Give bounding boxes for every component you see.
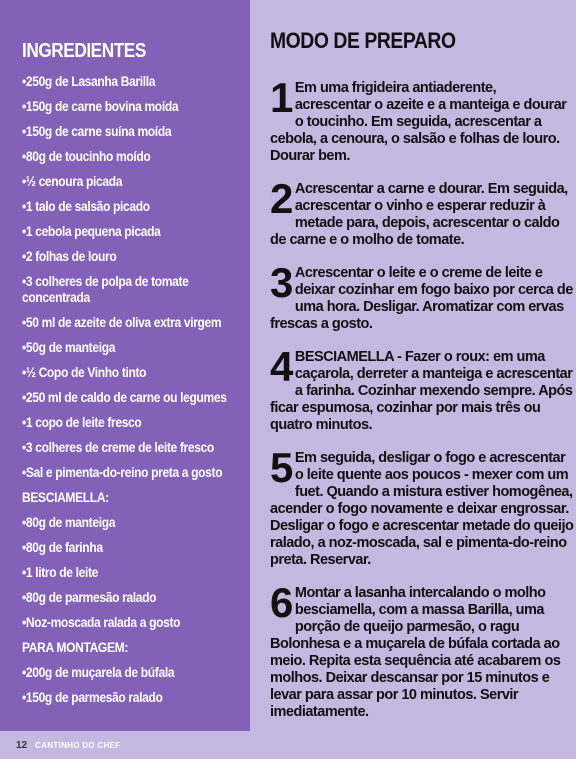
ingredient-item: •250 ml de caldo de carne ou legumes: [22, 389, 227, 405]
ingredient-item: •250g de Lasanha Barilla: [22, 73, 156, 89]
footer-section-title: CANTINHO DO CHEF: [35, 740, 121, 750]
steps-list: [270, 74, 574, 721]
step-number: 2: [270, 175, 293, 222]
step-number: 4: [270, 343, 293, 390]
ingredient-item: •1 talo de salsão picado: [22, 198, 150, 214]
ingredient-item: •1 litro de leite: [22, 564, 98, 580]
ingredient-item: •3 colheres de polpa de tomate concentrada: [22, 273, 189, 305]
step-2: [270, 175, 575, 249]
step-number: 6: [270, 579, 293, 626]
ingredient-item: •80g de parmesão ralado: [22, 589, 157, 605]
ingredient-item: •½ cenoura picada: [22, 173, 123, 189]
ingredient-item: •50 ml de azeite de oliva extra virgem: [22, 314, 222, 330]
ingredient-item: •150g de carne bovina moída: [22, 98, 179, 114]
ingredient-item: •80g de manteiga: [22, 514, 116, 530]
ingredients-list: [22, 73, 250, 705]
step-1: [270, 74, 575, 165]
ingredient-item: •80g de farinha: [22, 539, 103, 555]
ingredient-item: •150g de parmesão ralado: [22, 689, 163, 705]
step-3: [270, 259, 575, 333]
step-text: Montar a lasanha intercalando o molho besciamella, com a massa Barilla, uma porção de queijo parmesão, o ragu Bolonhesa e a muçarela de búfala cortada ao meio. Repita esta sequência até acabarem os molhos. Deixar descansar por 15 minutos e levar para assar por 10 minutos. Servir imediatamente.: [270, 585, 561, 720]
ingredient-item: •½ Copo de Vinho tinto: [22, 364, 147, 380]
method-title: MODO DE PREPARO: [270, 28, 456, 53]
step-number: 1: [270, 74, 293, 121]
ingredient-item: •3 colheres de creme de leite fresco: [22, 439, 214, 455]
ingredient-item: •2 folhas de louro: [22, 248, 117, 264]
ingredient-item: •150g de carne suína moída: [22, 123, 172, 139]
ingredient-item: •80g de toucinho moído: [22, 148, 151, 164]
ingredients-panel: [0, 0, 250, 731]
ingredient-item: •Sal e pimenta-do-reino preta a gosto: [22, 464, 223, 480]
page-footer: [0, 731, 576, 759]
step-text: Em seguida, desligar o fogo e acrescentar o leite quente aos poucos - mexer com um fuet. Quando a mistura estiver homogênea, acender o fogo novamente e deixar engrossar. Desligar o fogo e acrescentar metade do queijo ralado, a noz-moscada, sal e pimenta-do-reino preta. Reservar.: [270, 450, 574, 568]
ingredient-item: •1 copo de leite fresco: [22, 414, 142, 430]
method-panel: [270, 28, 574, 737]
section-heading-montagem: PARA MONTAGEM:: [22, 639, 128, 655]
ingredient-item: •1 cebola pequena picada: [22, 223, 161, 239]
ingredient-item: •200g de muçarela de búfala: [22, 664, 175, 680]
step-text: BESCIAMELLA - Fazer o roux: em uma caçarola, derreter a manteiga e acrescentar a farinha. Cozinhar mexendo sempre. Após ficar espumosa, cozinhar por mais três ou quatro minutos.: [270, 349, 573, 433]
step-6: [270, 579, 575, 721]
step-number: 3: [270, 259, 293, 306]
ingredient-item: •50g de manteiga: [22, 339, 116, 355]
step-text: Em uma frigideira antiaderente, acrescentar o azeite e a manteiga e dourar o toucinho. Em seguida, acrescentar a cebola, a cenoura, o salsão e folhas de louro. Dourar bem.: [270, 80, 567, 164]
step-text: Acrescentar o leite e o creme de leite e deixar cozinhar em fogo baixo por cerca de uma hora. Desligar. Aromatizar com ervas frescas a gosto.: [270, 265, 573, 332]
ingredients-title: INGREDIENTES: [22, 40, 146, 62]
step-text: Acrescentar a carne e dourar. Em seguida, acrescentar o vinho e esperar reduzir à metade para, depois, acrescentar o caldo de carne e o molho de tomate.: [270, 181, 568, 248]
step-number: 5: [270, 444, 293, 491]
page-number: 12: [16, 739, 28, 751]
step-4: [270, 343, 575, 434]
ingredient-item: •Noz-moscada ralada a gosto: [22, 614, 181, 630]
section-heading-besciamella: BESCIAMELLA:: [22, 489, 109, 505]
step-5: [270, 444, 575, 569]
